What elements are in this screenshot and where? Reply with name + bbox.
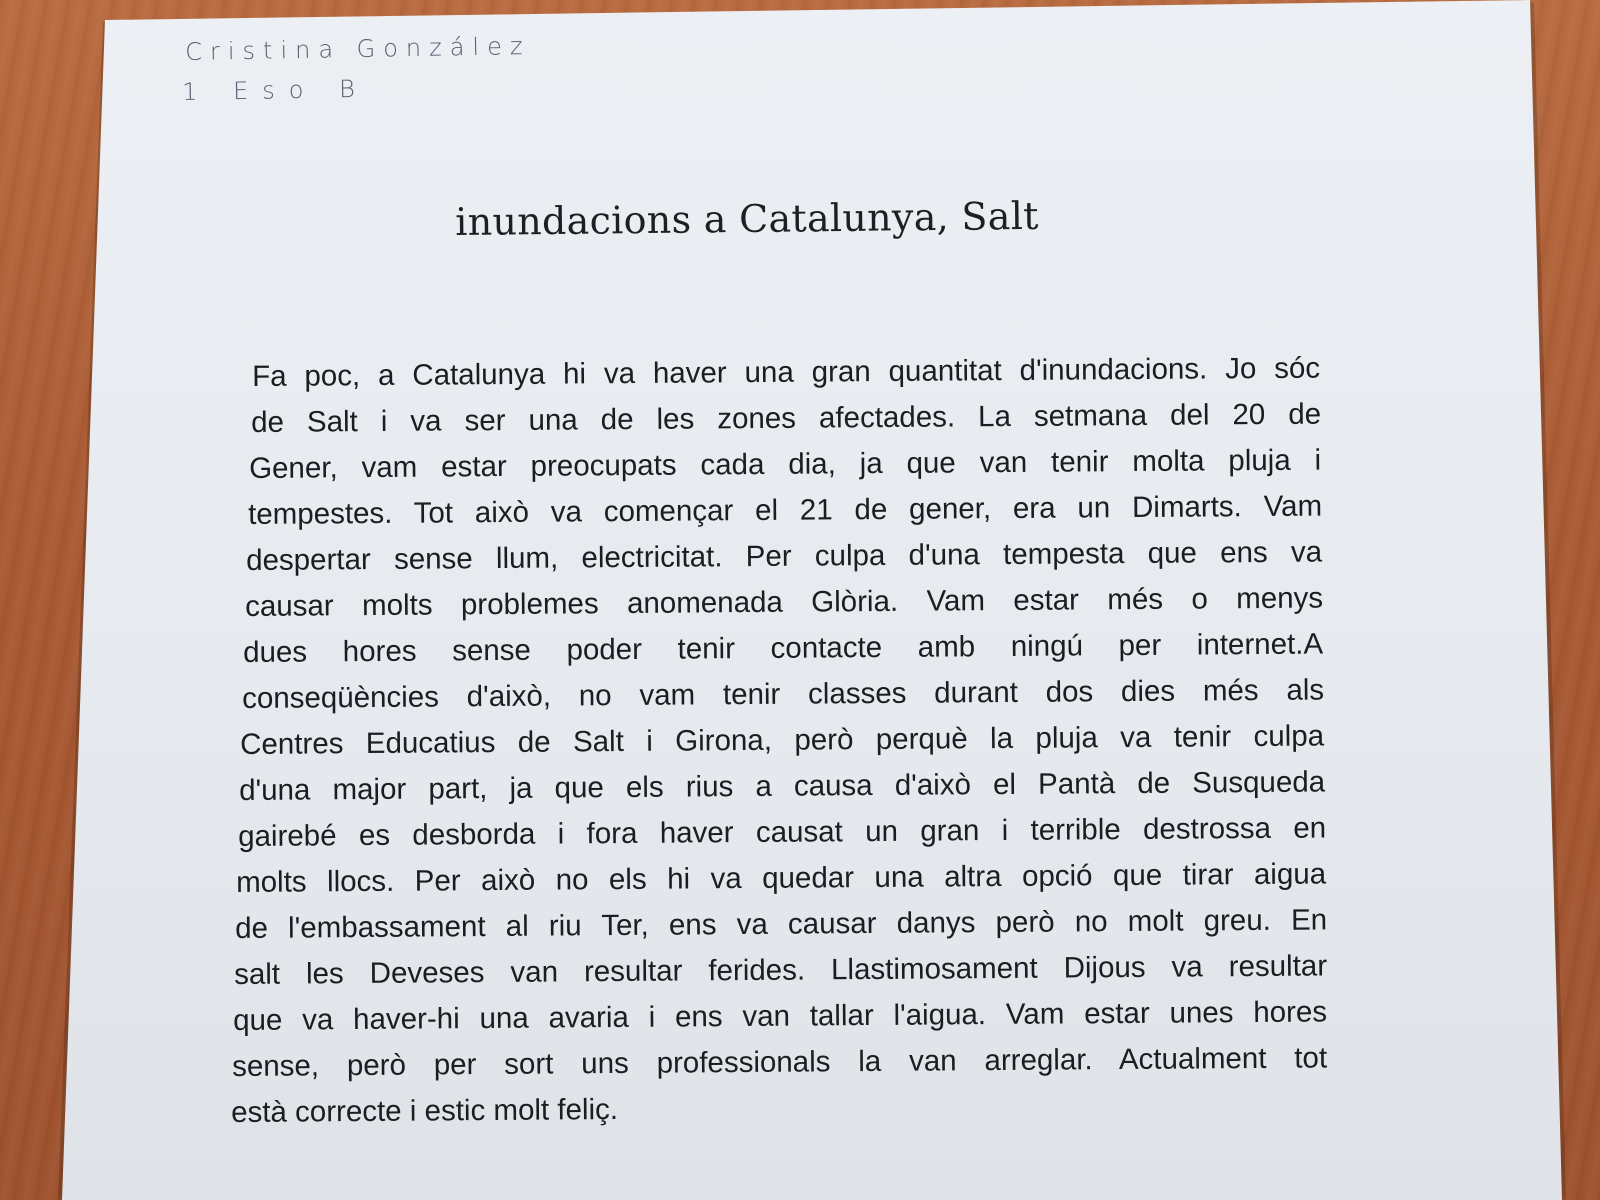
body-line: Centres Educatius de Salt i Girona, però perquè la pluja va tenir culpa [240, 719, 1325, 761]
body-line: causar molts problemes anomenada Glòria. Vam estar més o menys [245, 581, 1324, 623]
handwritten-class-label: 1 Eso B [182, 74, 370, 106]
document-title: inundacions a Catalunya, Salt [455, 193, 1039, 244]
body-line: conseqüències d'això, no vam tenir classes durant dos dies més als [242, 673, 1325, 715]
handwritten-author-name: Cristina González [185, 31, 531, 66]
body-line: molts llocs. Per això no els hi va quedar una altra opció que tirar aigua [236, 857, 1327, 899]
body-line: Fa poc, a Catalunya hi va haver una gran quantitat d'inundacions. Jo sóc [252, 351, 1321, 393]
body-line: sense, però per sort uns professionals la van arreglar. Actualment tot [232, 1041, 1328, 1083]
body-line: d'una major part, ja que els rius a causa d'això el Pantà de Susqueda [239, 765, 1326, 807]
body-line: que va haver-hi una avaria i ens van tallar l'aigua. Vam estar unes hores [233, 995, 1328, 1037]
body-line: està correcte i estic molt feliç. [231, 1092, 619, 1129]
body-line: dues hores sense poder tenir contacte amb ningú per internet.A [243, 627, 1324, 669]
body-line: de l'embassament al riu Ter, ens va causar danys però no molt greu. En [235, 903, 1328, 945]
body-line: de Salt i va ser una de les zones afectades. La setmana del 20 de [251, 397, 1322, 439]
body-line: gairebé es desborda i fora haver causat un gran i terrible destrossa en [238, 811, 1327, 853]
body-line: tempestes. Tot això va començar el 21 de gener, era un Dimarts. Vam [248, 489, 1323, 531]
body-line: despertar sense llum, electricitat. Per culpa d'una tempesta que ens va [246, 535, 1323, 577]
body-line: salt les Deveses van resultar ferides. Llastimosament Dijous va resultar [234, 949, 1328, 991]
body-line: Gener, vam estar preocupats cada dia, ja que van tenir molta pluja i [249, 443, 1322, 485]
